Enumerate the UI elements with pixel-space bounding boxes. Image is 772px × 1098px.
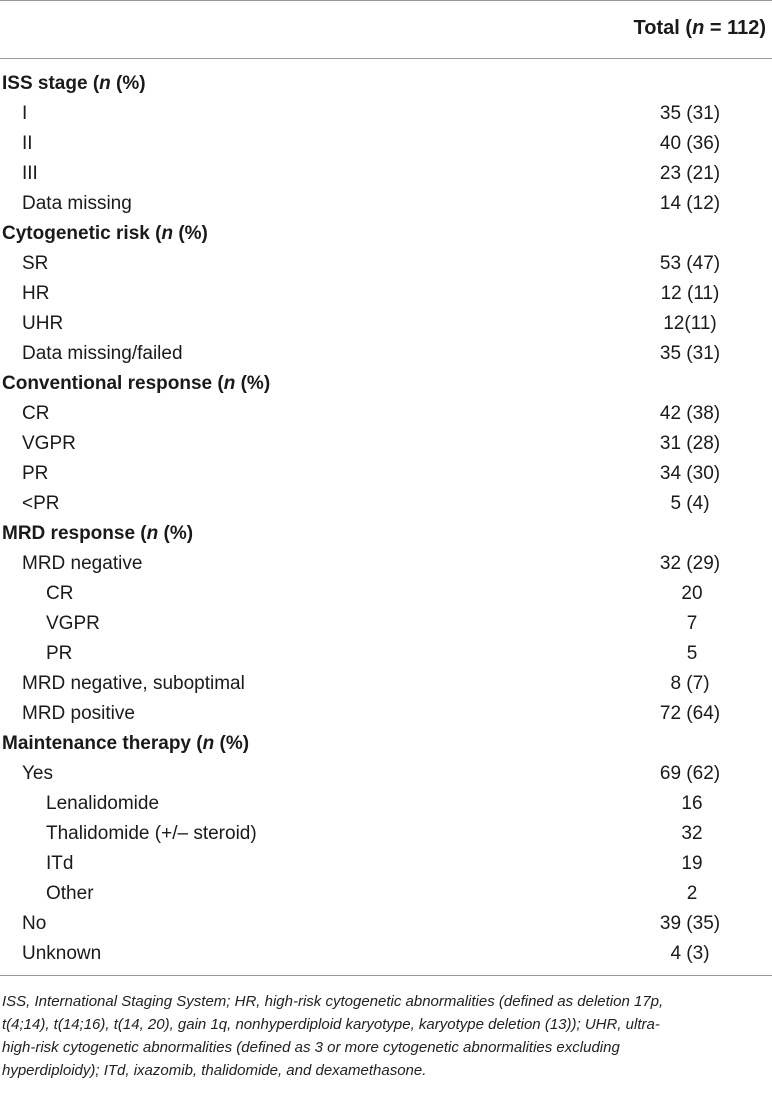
row-label: Other [46, 883, 94, 904]
table-header-row [0, 1, 772, 58]
footnote-line: t(4;14), t(14;16), t(14, 20), gain 1q, nonhyperdiploid karyotype, karyotype deletion (13)); UHR, ultra- [2, 1016, 660, 1033]
footnote-line: high-risk cytogenetic abnormalities (defined as 3 or more cytogenetic abnormalities excluding [2, 1039, 620, 1056]
table-row [0, 159, 772, 189]
row-value: 14 (12) [659, 193, 721, 214]
table-row [0, 759, 772, 789]
table-row [0, 459, 772, 489]
row-label: MRD positive [22, 703, 135, 724]
row-label: Data missing [22, 193, 132, 214]
row-label: MRD negative [22, 553, 143, 574]
row-value: 32 [681, 823, 703, 844]
header-total: Total (n = 112) [633, 17, 766, 39]
table-row [0, 939, 772, 969]
row-value: 4 (3) [670, 943, 710, 964]
table-row [0, 849, 772, 879]
table-row [0, 279, 772, 309]
row-label: Lenalidomide [46, 793, 160, 814]
table-row [0, 249, 772, 279]
row-label: PR [22, 463, 49, 484]
row-label: No [22, 913, 47, 934]
row-label: I [22, 103, 28, 124]
section-header-row [0, 519, 772, 549]
table-row [0, 129, 772, 159]
row-value: 40 (36) [659, 133, 721, 154]
row-value: 69 (62) [659, 763, 721, 784]
section-header-row [0, 219, 772, 249]
table-row [0, 189, 772, 219]
table-row [0, 339, 772, 369]
row-value: 7 [686, 613, 698, 634]
table-row [0, 309, 772, 339]
table-row [0, 879, 772, 909]
row-value: 8 (7) [670, 673, 710, 694]
table-row [0, 429, 772, 459]
row-label: VGPR [46, 613, 100, 634]
row-label: MRD negative, suboptimal [22, 673, 245, 694]
table-footnote [2, 990, 768, 1082]
table-row [0, 699, 772, 729]
row-value: 2 [686, 883, 698, 904]
row-label: II [22, 133, 33, 154]
row-label: Maintenance therapy (n (%) [2, 733, 250, 754]
row-value: 53 (47) [659, 253, 721, 274]
row-value: 23 (21) [659, 163, 721, 184]
row-label: MRD response (n (%) [2, 523, 194, 544]
row-value: 32 (29) [659, 553, 721, 574]
row-value: 31 (28) [659, 433, 721, 454]
row-label: Unknown [22, 943, 102, 964]
table-row [0, 909, 772, 939]
table-row [0, 819, 772, 849]
row-label: III [22, 163, 38, 184]
row-label: Thalidomide (+/– steroid) [46, 823, 257, 844]
row-label: Cytogenetic risk (n (%) [2, 223, 208, 244]
row-value: 12(11) [663, 313, 717, 334]
footnote-line: hyperdiploidy); ITd, ixazomib, thalidomide, and dexamethasone. [2, 1062, 427, 1079]
table-row [0, 99, 772, 129]
row-label: UHR [22, 313, 64, 334]
row-value: 35 (31) [659, 343, 721, 364]
row-label: HR [22, 283, 50, 304]
table-row [0, 639, 772, 669]
table-row [0, 609, 772, 639]
section-header-row [0, 69, 772, 99]
row-value: 5 (4) [670, 493, 710, 514]
section-header-row [0, 369, 772, 399]
table-row [0, 489, 772, 519]
row-value: 20 [681, 583, 703, 604]
row-label: ITd [46, 853, 74, 874]
row-value: 72 (64) [659, 703, 721, 724]
table-row [0, 789, 772, 819]
row-value: 5 [686, 643, 698, 664]
row-label: Yes [22, 763, 53, 784]
row-label: Data missing/failed [22, 343, 183, 364]
row-label: <PR [22, 493, 60, 514]
row-value: 19 [681, 853, 703, 874]
row-label: Conventional response (n (%) [2, 373, 271, 394]
row-label: CR [46, 583, 74, 604]
row-value: 42 (38) [659, 403, 721, 424]
table-row [0, 669, 772, 699]
section-header-row [0, 729, 772, 759]
row-label: SR [22, 253, 49, 274]
row-label: ISS stage (n (%) [2, 73, 146, 94]
table-body [0, 59, 772, 969]
footnote-line: ISS, International Staging System; HR, high-risk cytogenetic abnormalities (defined as deletion 17p, [2, 993, 664, 1010]
row-value: 39 (35) [659, 913, 721, 934]
row-value: 34 (30) [659, 463, 721, 484]
table-bottom-rule [0, 975, 772, 976]
row-label: CR [22, 403, 50, 424]
table-row [0, 549, 772, 579]
row-value: 16 [681, 793, 703, 814]
table-row [0, 579, 772, 609]
row-label: VGPR [22, 433, 76, 454]
row-value: 35 (31) [659, 103, 721, 124]
table-row [0, 399, 772, 429]
row-label: PR [46, 643, 73, 664]
row-value: 12 (11) [660, 283, 720, 304]
